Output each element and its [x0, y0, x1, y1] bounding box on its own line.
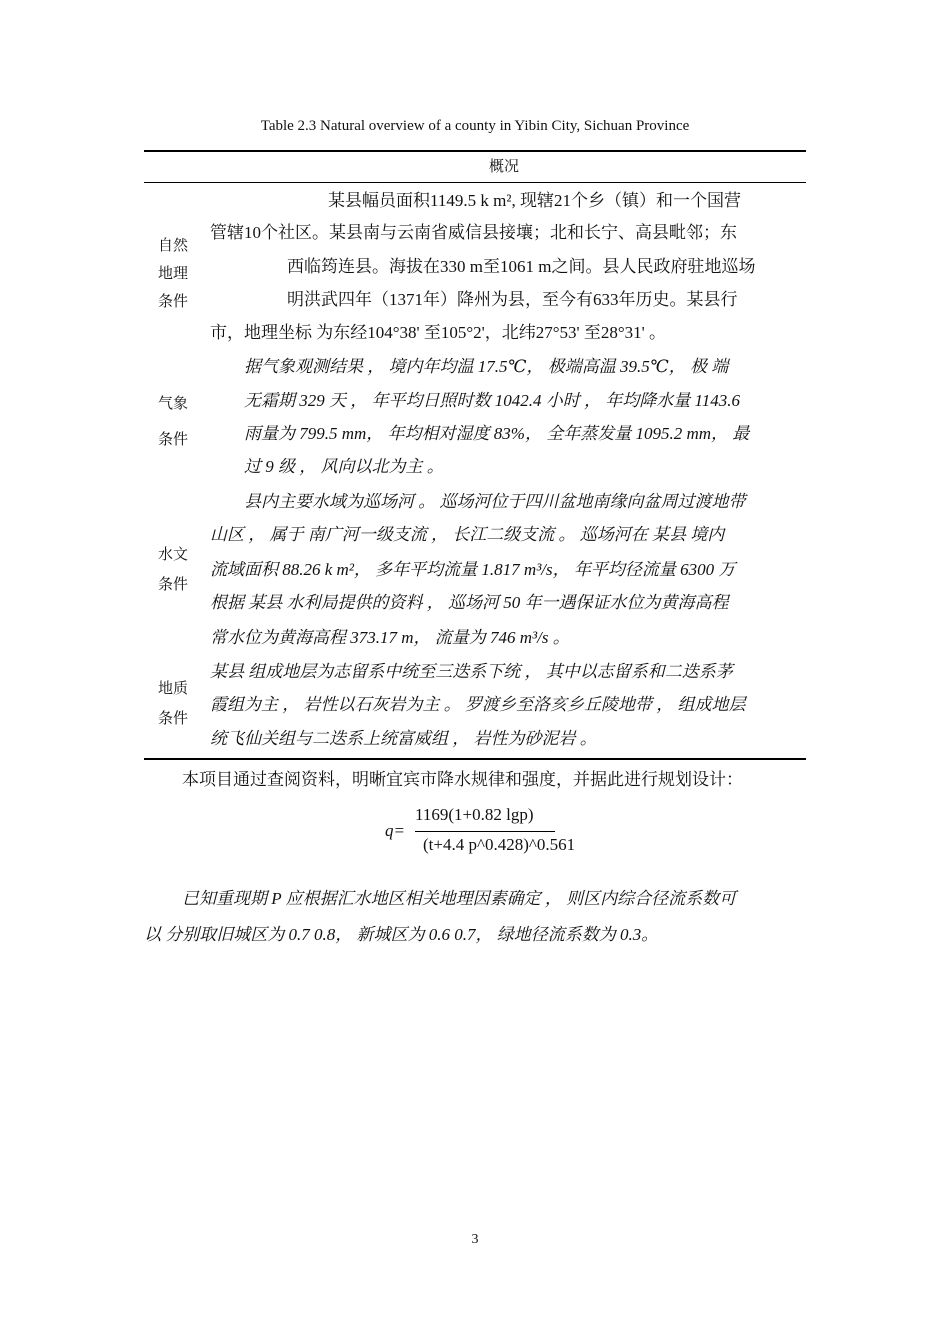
formula-lhs: q= [385, 821, 405, 840]
table-cell-line: 西临筠连县。海拔在330 m至1061 m之间。县人民政府驻地巡场 [287, 257, 756, 276]
table-caption: Table 2.3 Natural overview of a county in Yibin City, Sichuan Province [260, 118, 690, 134]
table-cell-line: 霞组为主 ， 岩性以石灰岩为主 。 罗渡乡至洛亥乡丘陵地带 ， 组成地层 [210, 695, 746, 714]
table-cell-line: 县内主要水域为巡场河 。 巡场河位于四川盆地南缘向盆周过渡地带 [244, 492, 746, 511]
table-cell-line: 某县幅员面积1149.5 k m², 现辖21个乡（镇）和一个国营 [328, 191, 741, 210]
table-cell-line: 过 9 级 ， 风向以北为主 。 [244, 457, 444, 476]
table-cell-line: 流域面积 88.26 k m²， 多年平均流量 1.817 m³/s， 年平均径流量 6300 万 [210, 560, 736, 579]
row-label-geography: 自然 地理 条件 [157, 238, 188, 310]
row-label-hydrology: 水文 条件 [157, 547, 188, 593]
table-cell-line: 根据 某县 水利局提供的资料 ， 巡场河 50 年一遇保证水位为黄海高程 [210, 593, 729, 612]
table-cell-line: 明洪武四年（1371年）降州为县，至今有633年历史。某县行 [287, 290, 738, 309]
table-cell-line: 统飞仙关组与二迭系上统富威组 ， 岩性为砂泥岩 。 [210, 729, 597, 748]
table-cell-line: 据气象观测结果 ， 境内年均温 17.5℃， 极端高温 39.5℃， 极 端 [244, 357, 729, 376]
table-cell-line: 常水位为黄海高程 373.17 m， 流量为 746 m³/s 。 [210, 628, 570, 647]
conclusion-line: 以 分别取旧城区为 0.7 0.8， 新城区为 0.6 0.7， 绿地径流系数为 0.3。 [144, 925, 659, 944]
table-bottom-rule [144, 758, 806, 760]
row-label-geology: 地质 条件 [157, 681, 188, 727]
table-cell-line: 无霜期 329 天 ， 年平均日照时数 1042.4 小时 ， 年均降水量 1143.6 [244, 391, 740, 410]
row-label-climate: 气象 条件 [157, 396, 188, 448]
formula-denominator: (t+4.4 p^0.428)^0.561 [423, 835, 576, 854]
intro-paragraph: 本项目通过查阅资料，明晰宜宾市降水规律和强度，并据此进行规划设计： [182, 770, 743, 789]
table-header-cell: 概况 [488, 159, 519, 175]
table-cell-line: 管辖10个社区。某县南与云南省威信县接壤；北和长宁、高县毗邻；东 [210, 223, 737, 242]
conclusion-line: 已知重现期 P 应根据汇水地区相关地理因素确定 ， 则区内综合径流系数可 [182, 889, 737, 908]
table-cell-line: 某县 组成地层为志留系中统至三迭系下统 ， 其中以志留系和二迭系茅 [210, 662, 733, 681]
table-cell-line: 山区 ， 属于 南广河一级支流 ， 长江二级支流 。 巡场河在 某县 境内 [210, 525, 725, 544]
fraction-bar [415, 831, 555, 832]
table-cell-line: 雨量为 799.5 mm， 年均相对湿度 83%， 全年蒸发量 1095.2 mm， 最 [244, 424, 750, 443]
formula-numerator: 1169(1+0.82 lgp) [415, 805, 534, 824]
page-number: 3 [471, 1232, 479, 1247]
table-cell-line: 市，地理坐标 为东经104°38' 至105°2'，北纬27°53' 至28°31' 。 [210, 323, 666, 342]
